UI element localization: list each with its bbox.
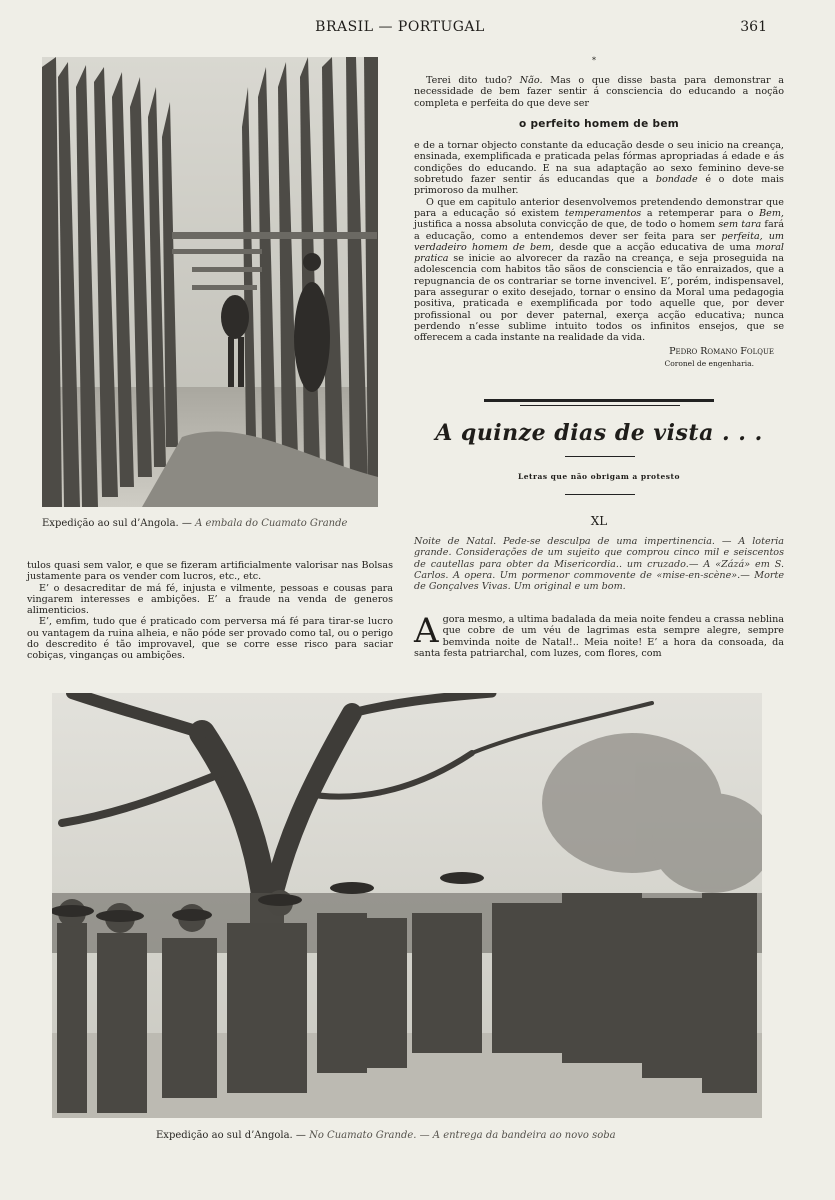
- intro-paragraph: [414, 75, 784, 109]
- text-run: é o dote mais primoroso da mulher.: [414, 174, 784, 197]
- section-marker: *: [592, 56, 596, 65]
- text-run: a retemperar para o: [646, 207, 754, 219]
- italic-run: perfeita, um verdadeiro homem de bem,: [414, 230, 784, 253]
- text-run: se inicie ao alvorecer da razão na creança, e seja proseguida na adolescencia com habitos tão sãos de consciencia e tão enraizados, que a repugnancia de os contrariar se torne invencivel. E’, porém, indispensavel, para assegurar o exito desejado, tornar o ensino da Moral uma pedagogia positiva, praticada e exemplificada por todo aquelle que, por dever profissional ou por dever paternal, exerça acção educativa; nunca perdendo n’esse sublime intuito todos os infinitos ensejos, que se offerecem a cada instante na realidade da vida.: [414, 253, 784, 344]
- text-run: justifica a nossa absoluta convicção de que, de todo o homem: [414, 219, 716, 231]
- caption-italic: A embala do Cuamato Grande: [195, 518, 348, 529]
- photo-palisade-caption: [42, 518, 347, 529]
- drop-cap: A: [414, 611, 439, 651]
- caption-prefix: Expedição ao sul d’Angola. —: [156, 1130, 306, 1141]
- text-run: Terei dito tudo?: [426, 75, 513, 86]
- subheading: o perfeito homem de bem: [519, 117, 679, 130]
- paragraph: [414, 197, 784, 344]
- italic-run: moral pratica: [414, 241, 784, 265]
- caption-italic: No Cuamato Grande. — A entrega da bandeira ao novo soba: [309, 1130, 616, 1141]
- text-run: desde que a acção educativa de uma: [559, 241, 751, 253]
- section-rule-thick: [484, 399, 714, 402]
- text-run: Mas o que disse basta para demonstrar a necessidade de bem fazer sentir á consciencia do educando a noção completa e perfeita do que deve ser: [414, 75, 784, 109]
- text-run: fará a educação, como a entendemos dever ser feita para ser: [414, 219, 784, 242]
- palisade-photo-illustration: [42, 57, 378, 507]
- italic-run: bondade: [655, 174, 698, 186]
- photo-group-caption: [156, 1130, 616, 1141]
- right-column-text: [414, 75, 784, 369]
- section-heading: A quinze dias de vista . . .: [435, 420, 763, 446]
- section-rule-thin: [520, 405, 680, 406]
- photo-palisade: [42, 57, 378, 507]
- text-run: e de a tornar objecto constante da educação desde o seu inicio na creança, ensinada, exemplificada e praticada pelas fórmas apropriadas á edade e ás condições do educando. E na sua adaptação ao sexo feminino deve-se sobretudo fazer sentir ás educandas que a: [414, 140, 784, 186]
- chapter-body: [414, 611, 784, 659]
- italic-run: Bem,: [759, 207, 784, 219]
- paragraph: tulos quasi sem valor, e que se fizeram artificialmente valorisar nas Bolsas justamente para os vender com lucros, etc., etc.: [27, 560, 393, 583]
- italic-run: temperamentos: [564, 207, 642, 219]
- chapter-body-text: gora mesmo, a ultima badalada da meia noite fendeu a crassa neblina que cobre de um véu de lagrimas esta sempre alegre, sempre bemvinda noite de Natal!.. Meia noite! E’ a hora da consoada, da santa festa patriarchal, com luzes, com flores, com: [414, 614, 784, 659]
- heading-underline: [565, 456, 635, 457]
- italic-run: sem tara: [718, 219, 762, 231]
- page-header-title: BRASIL — PORTUGAL: [315, 19, 485, 35]
- caption-prefix: Expedição ao sul d’Angola. —: [42, 518, 192, 529]
- paragraph: E’ o desacreditar de má fé, injusta e vilmente, pessoas e cousas para vingarem interesses e ambições. E’ a fraude na venda de generos alimenticios.: [27, 582, 393, 617]
- photo-group: [52, 693, 762, 1118]
- chapter-number: XL: [590, 514, 608, 528]
- left-column-text: [27, 560, 393, 662]
- author-signature: Pedro Romano Folque: [669, 345, 774, 357]
- chapter-summary: Noite de Natal. Pede-se desculpa de uma impertinencia. — A loteria grande. Considerações de um sujeito que comprou cinco mil e seiscentos de cautellas para obter da Misericordia.. um cruzado.— A «Zázá» em S. Carlos. A opera. Um pormenor commovente de «mise-en-scène».— Morte de Gonçalves Vivas. Um original e um bom.: [414, 536, 784, 593]
- paragraph: E’, emfim, tudo que é praticado com perversa má fé para tirar-se lucro ou vantagem da ruina alheia, e não póde ser provado como tal, ou o perigo do descredito é tão improvavel, que se corre esse risco para saciar cobiças, vinganças ou ambições.: [27, 616, 393, 662]
- group-photo-illustration: [52, 693, 762, 1118]
- page-number: 361: [740, 19, 767, 35]
- paragraph: [414, 140, 784, 196]
- section-tagline: Letras que não obrigam a protesto: [518, 472, 680, 481]
- italic-run: Não.: [519, 75, 543, 86]
- text-run: O que em capitulo anterior desenvolvemos pretendendo demonstrar que para a educação só existem: [414, 196, 784, 219]
- tagline-underline: [565, 494, 635, 495]
- author-rank: Coronel de engenharia.: [664, 358, 754, 368]
